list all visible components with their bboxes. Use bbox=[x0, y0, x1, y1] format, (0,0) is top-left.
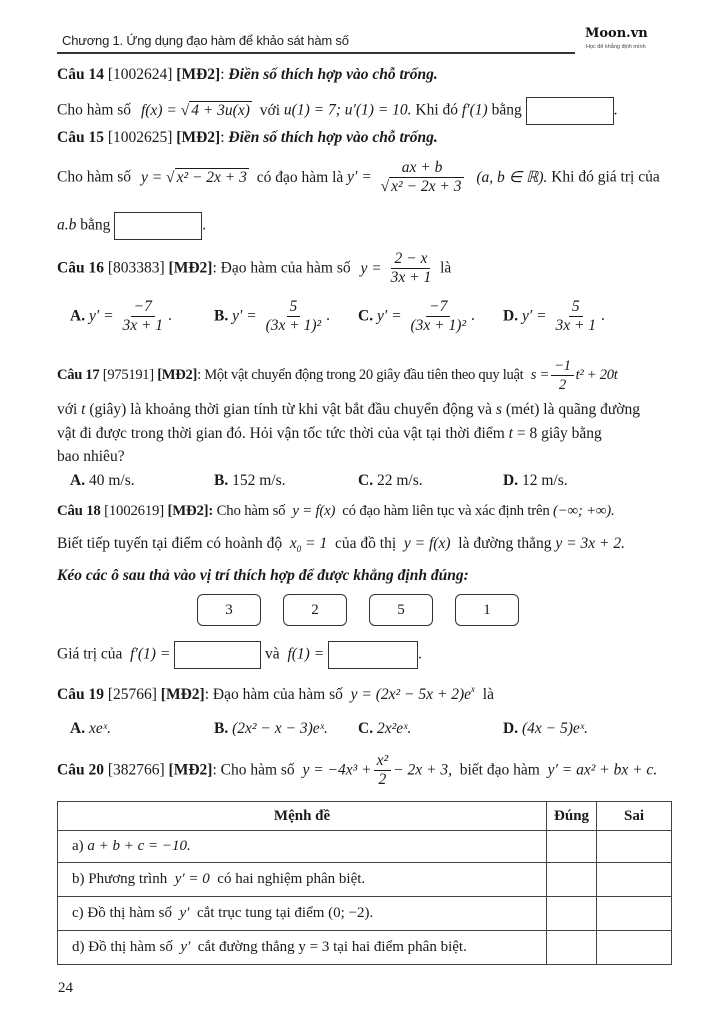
q19-option-b[interactable]: B. (2x² − x − 3)eˣ. bbox=[214, 720, 328, 737]
q14-answer-box[interactable] bbox=[526, 97, 614, 125]
q19-function: $y = (2x^2 - 5x + 2)e^x$ bbox=[350, 684, 476, 703]
header-true: Đúng bbox=[547, 802, 597, 831]
drag-tile-3[interactable]: 3 bbox=[197, 594, 261, 626]
q15-function: y = √ x² − 2x + 3 bbox=[140, 168, 247, 186]
drag-tile-2[interactable]: 2 bbox=[283, 594, 347, 626]
statement-b: b) Phương trình y′ = 0 có hai nghiệm phân biệt. bbox=[58, 863, 547, 897]
false-cell-c[interactable] bbox=[597, 897, 672, 931]
q15-instruction: Điền số thích hợp vào chỗ trống. bbox=[228, 129, 438, 146]
q14-function: f(x) = √ 4 + 3u(x) bbox=[140, 101, 250, 119]
q17-option-b[interactable]: B. 152 m/s. bbox=[214, 472, 286, 489]
q17-line2: với t (giây) là khoảng thời gian tính từ khi vật bắt đầu chuyển động và s (mét) là quãng đường bbox=[57, 401, 640, 418]
q16-option-a[interactable]: A. y′ = $\frac{-7}{3x + 1}$ . bbox=[70, 298, 172, 334]
table-row bbox=[58, 897, 672, 931]
q16-function: $\frac{2 - x}{3x + 1}$ bbox=[390, 250, 432, 286]
q17-heading: Câu 17 [975191] [MĐ2]: Một vật chuyển động trong 20 giây đầu tiên theo quy luật s = $\frac{-1}{2}$ t² + 20t bbox=[57, 358, 618, 393]
false-cell-a[interactable] bbox=[597, 831, 672, 863]
q14-level: [MĐ2] bbox=[176, 66, 221, 83]
q17-option-d[interactable]: D. 12 m/s. bbox=[503, 472, 568, 489]
q18-answer-line: Giá trị của f′(1) = và f(1) = . bbox=[57, 641, 422, 669]
moon-logo: Moon.vn bbox=[585, 26, 648, 41]
header-rule bbox=[57, 52, 575, 54]
table-row bbox=[58, 931, 672, 965]
q15-derivative: $\frac{ax + b}{\text{√ x² − 2x + 3}}$ bbox=[380, 159, 462, 195]
q16-option-d[interactable]: D. y′ = $\frac{5}{3x + 1}$ . bbox=[503, 298, 605, 334]
drop-slot-f[interactable] bbox=[328, 641, 418, 669]
logo-tagline: Học để khẳng định mình bbox=[586, 44, 646, 50]
q15-heading: Câu 15 [1002625] [MĐ2]: Điền số thích hợp vào chỗ trống. bbox=[57, 129, 438, 146]
true-cell-a[interactable] bbox=[547, 831, 597, 863]
drop-slot-fprime[interactable] bbox=[174, 641, 261, 669]
q14-conditions: u(1) = 7; u′(1) = 10. bbox=[283, 101, 412, 119]
q20-function: y = −4x³ + bbox=[302, 761, 372, 779]
statement-d: d) Đồ thị hàm số y′ cắt đường thẳng y = 3 tại hai điểm phân biệt. bbox=[58, 931, 547, 965]
q18-line2: Biết tiếp tuyến tại điểm có hoành độ $x_0 = 1$ của đồ thị y = f(x) là đường thẳng y = 3x + 2. bbox=[57, 535, 625, 555]
table-row bbox=[58, 831, 672, 863]
q15-answer-line: a.b bằng . bbox=[57, 212, 206, 240]
header-statement: Mệnh đề bbox=[58, 802, 547, 831]
q17-option-a[interactable]: A. 40 m/s. bbox=[70, 472, 135, 489]
false-cell-d[interactable] bbox=[597, 931, 672, 965]
q14-heading: Câu 14 [1002624] [MĐ2]: Điền số thích hợp vào chỗ trống. bbox=[57, 66, 438, 83]
q15-answer-box[interactable] bbox=[114, 212, 202, 240]
q14-body: Cho hàm số f(x) = √ 4 + 3u(x) với u(1) = 7; u′(1) = 10. Khi đó f′(1) bằng . bbox=[57, 97, 617, 125]
q17-formula: $\frac{-1}{2}$ bbox=[551, 357, 574, 394]
q20-derivative: y′ = ax² + bx + c. bbox=[547, 761, 658, 779]
header-false: Sai bbox=[597, 802, 672, 831]
q17-line3: vật đi được trong thời gian đó. Hỏi vận tốc tức thời của vật tại thời điểm t = 8 giây bằng bbox=[57, 425, 602, 442]
q15-body: Cho hàm số y = √ x² − 2x + 3 có đạo hàm là y′ = $\frac{ax + b}{\text{√ x² − 2x + 3}}$ (a, b ∈ ℝ). Khi đó giá trị của bbox=[57, 159, 660, 195]
page-number: 24 bbox=[58, 980, 73, 996]
q14-instruction: Điền số thích hợp vào chỗ trống. bbox=[228, 66, 438, 83]
q17-line4: bao nhiêu? bbox=[57, 448, 125, 465]
statement-c: c) Đồ thị hàm số y′ cắt trục tung tại điểm (0; −2). bbox=[58, 897, 547, 931]
chapter-title: Chương 1. Ứng dụng đạo hàm để khảo sát hàm số bbox=[62, 33, 349, 48]
true-false-table bbox=[57, 801, 672, 965]
table-header-row bbox=[58, 802, 672, 831]
q16-option-c[interactable]: C. y′ = $\frac{-7}{\text{(3x + 1)²}}$ . bbox=[358, 298, 475, 334]
q14-id: [1002624] bbox=[107, 66, 173, 83]
q14-label: Câu 14 bbox=[57, 66, 104, 83]
q16-option-b[interactable]: B. y′ = $\frac{5}{\text{(3x + 1)²}}$ . bbox=[214, 298, 331, 334]
q19-option-a[interactable]: A. xeˣ. bbox=[70, 720, 111, 737]
q19-option-c[interactable]: C. 2x²eˣ. bbox=[358, 720, 412, 737]
true-cell-c[interactable] bbox=[547, 897, 597, 931]
q18-heading: Câu 18 [1002619] [MĐ2]: Cho hàm số y = f(x) có đạo hàm liên tục và xác định trên (−∞; +∞). bbox=[57, 503, 615, 519]
false-cell-b[interactable] bbox=[597, 863, 672, 897]
q19-option-d[interactable]: D. (4x − 5)eˣ. bbox=[503, 720, 588, 737]
q18-tangent: y = 3x + 2. bbox=[555, 535, 625, 552]
q18-interval: (−∞; +∞). bbox=[553, 503, 615, 519]
q19-heading: Câu 19 [25766] [MĐ2]: Đạo hàm của hàm số $y = (2x^2 - 5x + 2)e^x$ là bbox=[57, 684, 494, 703]
q14-target: f′(1) bbox=[461, 101, 488, 119]
drag-tile-5[interactable]: 5 bbox=[369, 594, 433, 626]
q18-instruction: Kéo các ô sau thả vào vị trí thích hợp để được khẳng định đúng: bbox=[57, 567, 469, 584]
true-cell-d[interactable] bbox=[547, 931, 597, 965]
q20-heading: Câu 20 [382766] [MĐ2]: Cho hàm số y = −4x³ + $\frac{\text{x²}}{2}$ − 2x + 3, biết đạo hàm y′ = ax² + bx + c. bbox=[57, 752, 658, 788]
statement-a: a) a + b + c = −10. bbox=[58, 831, 547, 863]
table-row bbox=[58, 863, 672, 897]
drag-tile-1[interactable]: 1 bbox=[455, 594, 519, 626]
true-cell-b[interactable] bbox=[547, 863, 597, 897]
q16-heading: Câu 16 [803383] [MĐ2]: Đạo hàm của hàm số y = $\frac{2 - x}{3x + 1}$ là bbox=[57, 250, 452, 286]
q17-option-c[interactable]: C. 22 m/s. bbox=[358, 472, 423, 489]
